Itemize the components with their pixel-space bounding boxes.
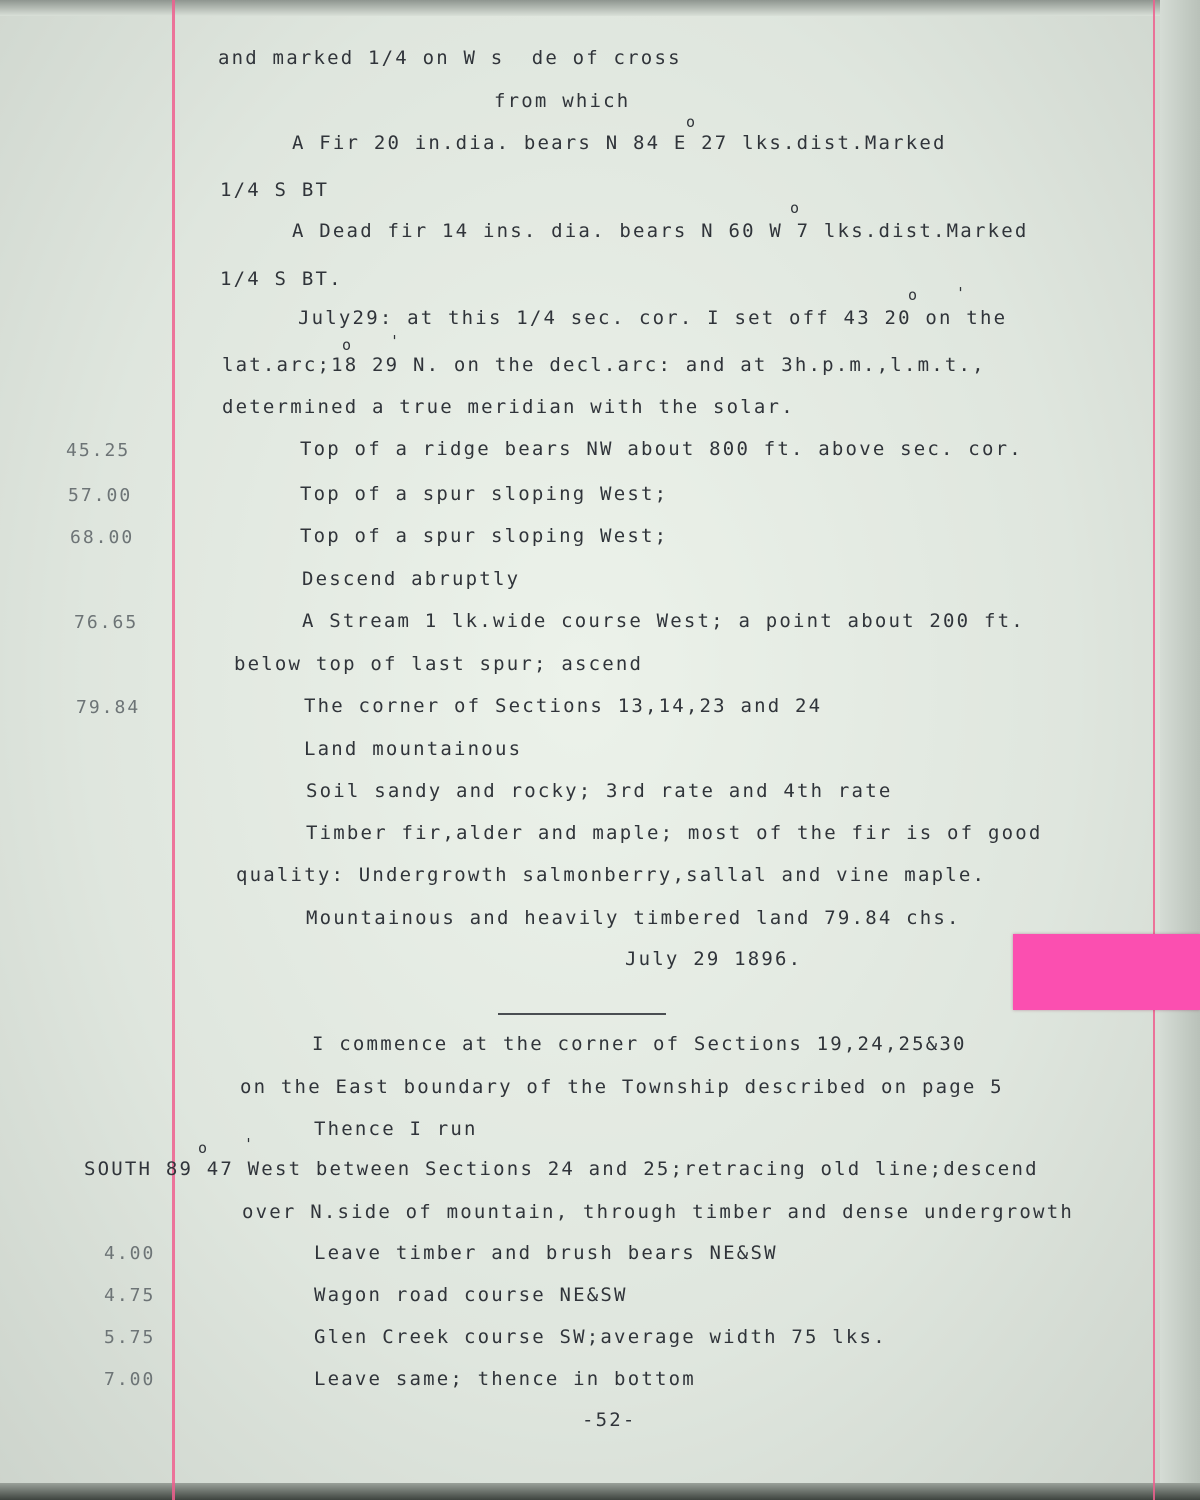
text-line: Timber fir,alder and maple; most of the fir is of good (306, 822, 1043, 844)
distance-value: 7.00 (104, 1369, 156, 1390)
adjacent-page-edge (1160, 0, 1200, 1500)
text-line: July29: at this 1/4 sec. cor. I set off 43 20 on the (298, 307, 1008, 329)
survey-date: July 29 1896. (625, 948, 803, 970)
section-divider (498, 1013, 666, 1015)
text-line: Thence I run (314, 1118, 478, 1140)
text-line: Leave same; thence in bottom (314, 1368, 696, 1390)
degree-mark: o (342, 336, 352, 354)
text-line: Top of a spur sloping West; (300, 525, 669, 547)
degree-mark: o (198, 1139, 208, 1157)
degree-mark: o (790, 199, 800, 217)
text-line: I commence at the corner of Sections 19,24,25&30 (312, 1033, 967, 1055)
pink-sticky-flag (1013, 934, 1200, 1010)
distance-value: 79.84 (76, 697, 141, 718)
text-line: Mountainous and heavily timbered land 79.84 chs. (306, 907, 961, 929)
text-line: Soil sandy and rocky; 3rd rate and 4th rate (306, 780, 893, 802)
distance-value: 45.25 (66, 440, 131, 461)
text-line: determined a true meridian with the solar. (222, 396, 795, 418)
text-line: over N.side of mountain, through timber and dense undergrowth (242, 1201, 1074, 1223)
text-line: SOUTH 89 47 West between Sections 24 and 25;retracing old line;descend (84, 1158, 1039, 1180)
text-line: quality: Undergrowth salmonberry,sallal and vine maple. (236, 864, 987, 886)
text-line: A Dead fir 14 ins. dia. bears N 60 W 7 lks.dist.Marked (292, 220, 1029, 242)
text-line: Top of a ridge bears NW about 800 ft. above sec. cor. (300, 438, 1023, 460)
text-line: A Stream 1 lk.wide course West; a point about 200 ft. (302, 610, 1025, 632)
text-line: 1/4 S BT (220, 179, 330, 201)
text-line: from which (494, 90, 631, 112)
distance-value: 57.00 (68, 485, 133, 506)
distance-value: 76.65 (74, 612, 139, 633)
degree-mark: ' (956, 284, 966, 302)
text-line: Top of a spur sloping West; (300, 483, 669, 505)
distance-value: 4.75 (104, 1285, 156, 1306)
text-line: on the East boundary of the Township described on page 5 (240, 1076, 1004, 1098)
text-line: Wagon road course NE&SW (314, 1284, 628, 1306)
text-line: lat.arc;18 29 N. on the decl.arc: and at 3h.p.m.,l.m.t., (222, 354, 986, 376)
binding-strip (0, 1483, 1200, 1500)
distance-value: 68.00 (70, 527, 135, 548)
distance-value: 5.75 (104, 1327, 156, 1348)
right-margin-line (1153, 0, 1155, 1500)
page-number: -52- (582, 1409, 637, 1431)
text-line: Glen Creek course SW;average width 75 lks. (314, 1326, 887, 1348)
degree-mark: o (686, 113, 696, 131)
degree-mark: o (908, 286, 918, 304)
distance-value: 4.00 (104, 1243, 156, 1264)
text-line: below top of last spur; ascend (234, 653, 644, 675)
text-line: Land mountainous (304, 738, 523, 760)
text-line: Leave timber and brush bears NE&SW (314, 1242, 778, 1264)
left-margin-line (172, 0, 175, 1500)
text-line: 1/4 S BT. (220, 268, 343, 290)
text-line: and marked 1/4 on W s de of cross (218, 47, 682, 69)
degree-mark: ' (390, 332, 400, 350)
degree-mark: ' (244, 1135, 254, 1153)
text-line: The corner of Sections 13,14,23 and 24 (304, 695, 823, 717)
text-line: A Fir 20 in.dia. bears N 84 E 27 lks.dist.Marked (292, 132, 947, 154)
text-line: Descend abruptly (302, 568, 521, 590)
